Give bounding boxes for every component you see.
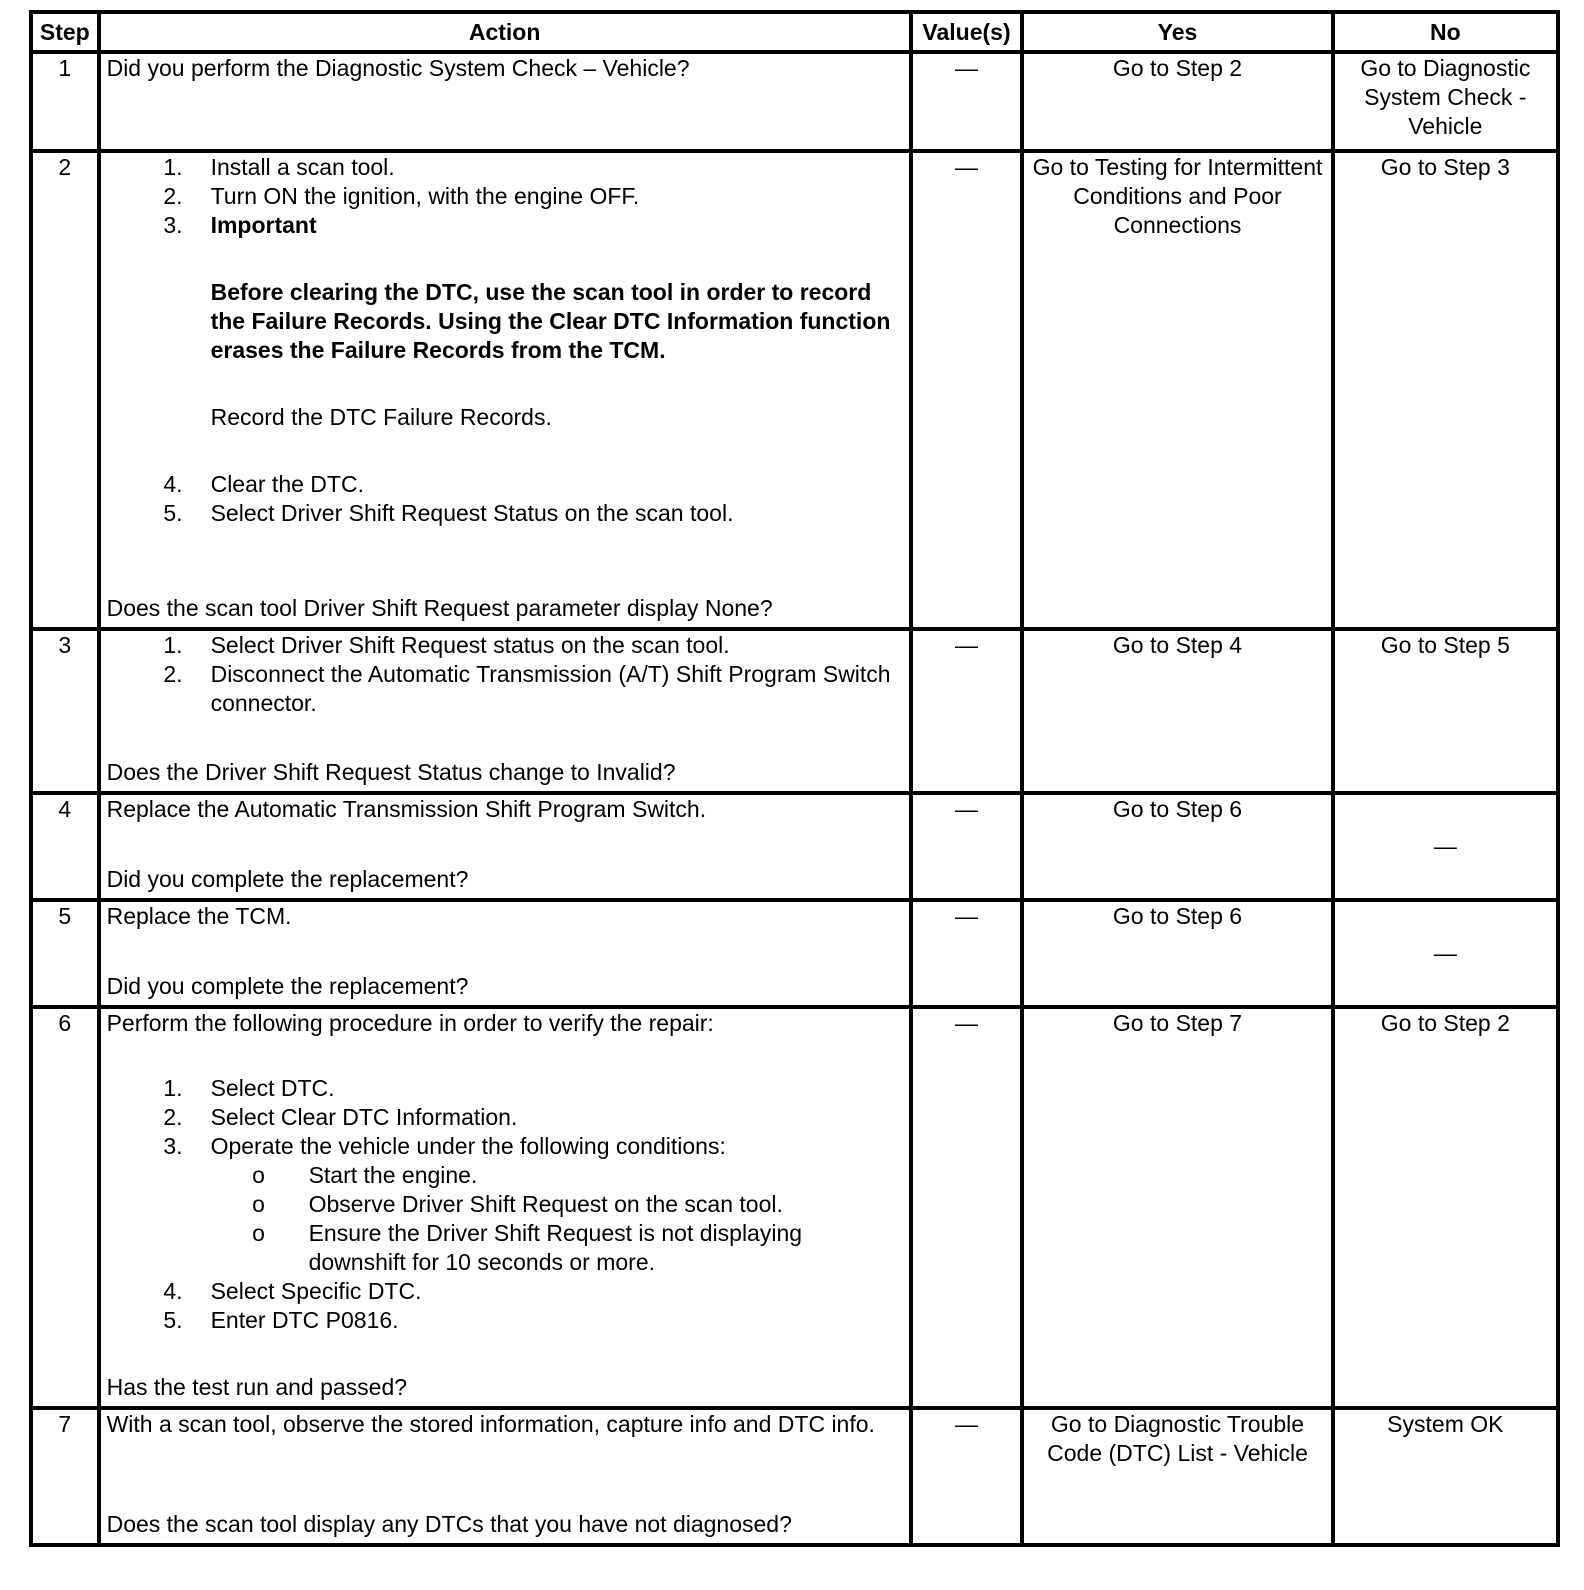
list-item: 2. Select Clear DTC Information. — [163, 1104, 518, 1130]
list-item: 4. Clear the DTC. — [163, 471, 364, 497]
list-item: 5. Enter DTC P0816. — [163, 1307, 399, 1333]
list-item: o Ensure the Driver Shift Request is not displaying downshift for 10 seconds or more. — [252, 1220, 803, 1275]
table-row — [31, 900, 1558, 1007]
list-item: 4. Select Specific DTC. — [163, 1278, 422, 1304]
header-no: No — [1333, 12, 1558, 52]
diagnostic-table — [29, 10, 1560, 1547]
question-text: Has the test run and passed? — [106, 1374, 408, 1400]
header-step: Step — [31, 12, 99, 52]
value-cell: — — [911, 629, 1023, 793]
no-cell: Go to Step 2 — [1333, 1007, 1558, 1408]
important-note: Before clearing the DTC, use the scan tool in order to record the Failure Records. Using the Clear DTC Information function erases the Failure Records from the TCM. — [210, 279, 891, 363]
step-number: 5 — [31, 900, 99, 1007]
action-cell — [99, 793, 911, 900]
table-row — [31, 793, 1558, 900]
question-text: Did you complete the replacement? — [106, 866, 469, 892]
yes-cell: Go to Step 4 — [1022, 629, 1332, 793]
yes-cell: Go to Diagnostic Trouble Code (DTC) List - Vehicle — [1022, 1408, 1332, 1545]
list-item: o Observe Driver Shift Request on the scan tool. — [252, 1191, 783, 1217]
yes-cell: Go to Step 2 — [1022, 52, 1332, 151]
no-cell: — — [1333, 900, 1558, 1007]
action-cell — [99, 1408, 911, 1545]
yes-cell: Go to Step 6 — [1022, 900, 1332, 1007]
step-number: 2 — [31, 151, 99, 629]
list-item: 1. Select DTC. — [163, 1075, 335, 1101]
action-steps — [107, 1074, 903, 1335]
step-number: 6 — [31, 1007, 99, 1408]
list-item: 1. Install a scan tool. — [163, 154, 395, 180]
header-yes: Yes — [1022, 12, 1332, 52]
list-item: 2. Turn ON the ignition, with the engine OFF. — [163, 183, 640, 209]
table-row — [31, 1007, 1558, 1408]
list-item: o Start the engine. — [252, 1162, 478, 1188]
condition-list — [209, 1161, 903, 1277]
action-cell — [99, 151, 911, 629]
no-cell: System OK — [1333, 1408, 1558, 1545]
instruction-text: With a scan tool, observe the stored information, capture info and DTC info. — [106, 1411, 875, 1437]
step-number: 3 — [31, 629, 99, 793]
intro-text: Perform the following procedure in order to verify the repair: — [106, 1010, 714, 1036]
no-cell: Go to Diagnostic System Check - Vehicle — [1333, 52, 1558, 151]
table-row — [31, 151, 1558, 629]
yes-cell: Go to Step 6 — [1022, 793, 1332, 900]
no-cell: — — [1333, 793, 1558, 900]
header-values: Value(s) — [911, 12, 1023, 52]
important-label: Important — [210, 212, 317, 238]
table-row — [31, 629, 1558, 793]
action-cell — [99, 52, 911, 151]
yes-cell: Go to Step 7 — [1022, 1007, 1332, 1408]
value-cell: — — [911, 52, 1023, 151]
step-number: 4 — [31, 793, 99, 900]
action-cell — [99, 900, 911, 1007]
step-number: 7 — [31, 1408, 99, 1545]
question-text: Did you perform the Diagnostic System Check – Vehicle? — [106, 55, 690, 81]
action-cell — [99, 629, 911, 793]
value-cell: — — [911, 900, 1023, 1007]
instruction-text: Replace the TCM. — [106, 903, 292, 929]
yes-cell: Go to Testing for Intermittent Conditions and Poor Connections — [1022, 151, 1332, 629]
record-note: Record the DTC Failure Records. — [210, 404, 552, 430]
question-text: Did you complete the replacement? — [106, 973, 469, 999]
action-steps — [107, 631, 903, 718]
value-cell: — — [911, 1007, 1023, 1408]
no-cell: Go to Step 5 — [1333, 629, 1558, 793]
value-cell: — — [911, 793, 1023, 900]
no-cell: Go to Step 3 — [1333, 151, 1558, 629]
table-row — [31, 1408, 1558, 1545]
step-number: 1 — [31, 52, 99, 151]
value-cell: — — [911, 1408, 1023, 1545]
action-cell — [99, 1007, 911, 1408]
question-text: Does the scan tool display any DTCs that you have not diagnosed? — [106, 1511, 792, 1537]
question-text: Does the Driver Shift Request Status change to Invalid? — [106, 759, 676, 785]
value-cell: — — [911, 151, 1023, 629]
list-item: 5. Select Driver Shift Request Status on the scan tool. — [163, 500, 734, 526]
question-text: Does the scan tool Driver Shift Request parameter display None? — [106, 595, 773, 621]
list-item: 3. Operate the vehicle under the following conditions: o Start the engine. o Observe Driver Shift Request on the scan tool. o Ensure the Driver Shift Request is not displaying downshift for 10 seconds or more. — [107, 1132, 903, 1277]
instruction-text: Replace the Automatic Transmission Shift Program Switch. — [106, 796, 707, 822]
list-item: 3. Important Before clearing the DTC, use the scan tool in order to record the Failure Records. Using the Clear DTC Information function erases the Failure Records from the TCM. Record the DTC Failure Records. — [107, 211, 903, 470]
list-item: 2. Disconnect the Automatic Transmission (A/T) Shift Program Switch connector. — [163, 661, 891, 716]
header-row — [31, 12, 1558, 52]
header-action: Action — [99, 12, 911, 52]
list-item: 1. Select Driver Shift Request status on the scan tool. — [163, 632, 730, 658]
table-row — [31, 52, 1558, 151]
action-steps — [107, 153, 903, 528]
